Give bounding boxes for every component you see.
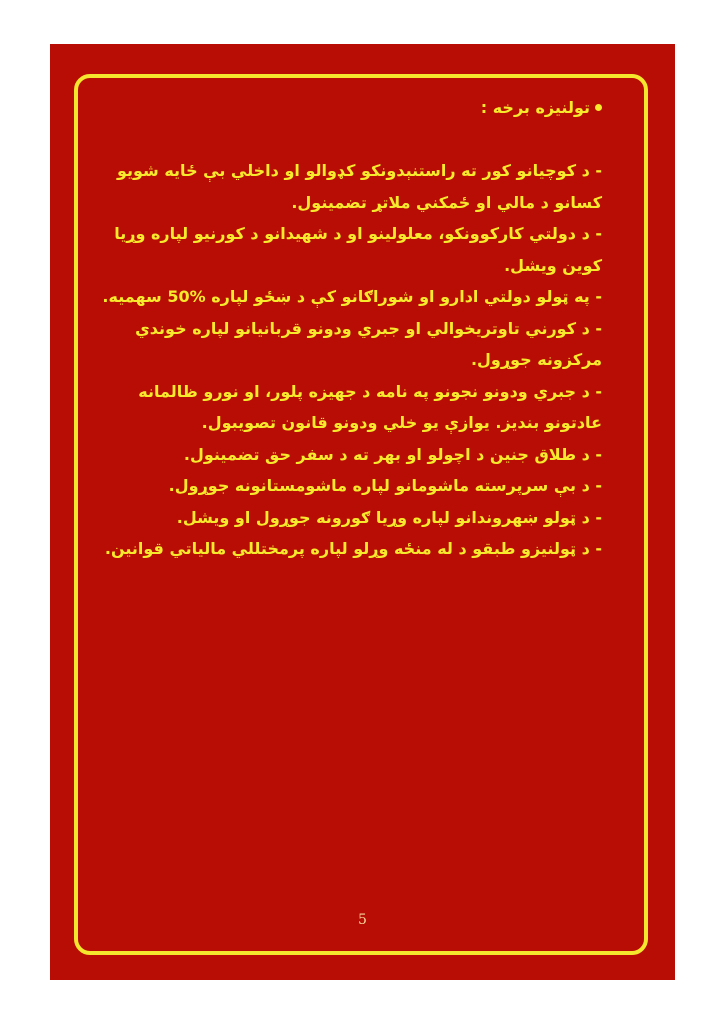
document-page bbox=[50, 44, 675, 980]
list-item: - د ټولنيزو طبقو د له منځه وړلو لپاره پرمختللي مالياتي قوانين. bbox=[104, 539, 602, 558]
list-item: - د طلاق جنين د اچولو او بهر ته د سفر حق تضمينول. bbox=[183, 444, 602, 464]
list-item: - په ټولو دولتي ادارو او شوراګانو کې د ښځو لپاره %50 سهميه. bbox=[102, 287, 602, 306]
list-item: - د دولتي کارکوونکو، معلولينو او د شهيدانو د کورنيو لپاره وړيا کوين ويشل. bbox=[114, 224, 602, 275]
content-block bbox=[76, 92, 602, 565]
list-item: - د جبري ودونو نجونو په نامه د جهيزه پلور، او نورو ظالمانه عادتونو بنديز. يوازې يو خلي ودونو قانون تصويبول. bbox=[138, 381, 602, 432]
list-item: - د کورني تاوتريخوالي او جبري ودونو قربانيانو لپاره خوندي مرکزونه جوړول. bbox=[135, 318, 602, 369]
bullet-icon bbox=[595, 104, 602, 111]
section-heading bbox=[76, 92, 602, 124]
list-item: - د ټولو ښهروندانو لپاره وړيا ګورونه جوړول او ويشل. bbox=[176, 507, 602, 527]
page-number: 5 bbox=[358, 912, 367, 928]
section-heading-text: تولنيزه برخه : bbox=[480, 98, 590, 117]
list-item: - د بې سرپرسته ماشومانو لپاره ماشومستانونه جوړول. bbox=[168, 476, 602, 495]
list-item: - د کوچيانو کور ته راستنېدونکو کډوالو او داخلي بې ځايه شويو کسانو د مالي او ځمکني ملاتړ تضمينول. bbox=[116, 161, 602, 212]
